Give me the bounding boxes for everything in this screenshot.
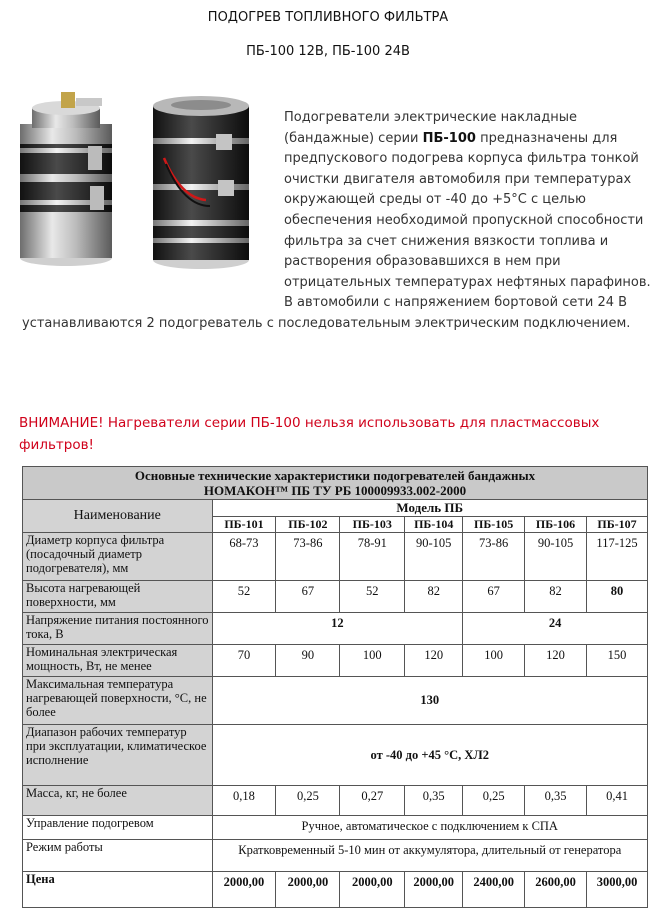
page-subtitle: ПБ-100 12В, ПБ-100 24В [246,44,410,59]
table-cell: 150 [587,645,648,677]
table-cell: 80 [587,581,648,613]
table-cell: 73-86 [276,533,340,581]
table-cell: 2000,00 [276,872,340,908]
table-cell: 67 [463,581,525,613]
table-cell: 67 [276,581,340,613]
model-column-header: ПБ-104 [405,517,463,533]
table-cell: 24 [463,613,648,645]
table-row [23,816,648,840]
table-row [23,533,648,581]
page-title: ПОДОГРЕВ ТОПЛИВНОГО ФИЛЬТРА [207,10,449,25]
model-column-header: ПБ-105 [463,517,525,533]
table-cell: 117-125 [587,533,648,581]
row-label: Управление подогревом [23,816,213,840]
series-name: ПБ-100 [422,130,476,146]
model-header: Модель ПБ [212,500,647,517]
row-label: Номинальная электрическая мощность, Вт, не менее [23,645,213,677]
model-column-header: ПБ-107 [587,517,648,533]
row-label: Диапазон рабочих температур при эксплуатации, климатическое исполнение [23,725,213,786]
table-row [23,645,648,677]
description-text: Подогреватели электрические накладные (бандажные) серии ПБ-100 предназначены для предпускового подогрева корпуса фильтра тонкой очистки двигателя автомобиля при температурах окружающей среды от -40 до +5°С с целью обеспечения необходимой пропускной способности фильтра за счет снижения вязкости топлива и растворения образовавшихся в нем при отрицательных температурах нефтяных парафинов. В автомобили с напряжением бортовой сети 24 В устанавливаются 2 подогреватель с последовательным электрическим подключением. [22,110,651,331]
table-row [23,786,648,816]
table-cell: от -40 до +45 °С, ХЛ2 [212,725,647,786]
table-row [23,840,648,872]
table-cell: 0,35 [405,786,463,816]
table-cell: 0,25 [463,786,525,816]
table-cell: 0,27 [340,786,405,816]
table-cell: Кратковременный 5-10 мин от аккумулятора, длительный от генератора [212,840,647,872]
table-cell: 70 [212,645,276,677]
row-label: Режим работы [23,840,213,872]
table-cell: 52 [212,581,276,613]
table-row [23,677,648,725]
table-cell: 82 [525,581,587,613]
table-cell: 90-105 [405,533,463,581]
table-row [23,872,648,908]
table-cell: 3000,00 [587,872,648,908]
table-row [23,613,648,645]
table-cell: 130 [212,677,647,725]
model-column-header: ПБ-101 [212,517,276,533]
warning-text: ВНИМАНИЕ! Нагреватели серии ПБ-100 нельзя использовать для пластмассовых фильтров! [19,415,600,453]
table-cell: 52 [340,581,405,613]
table-cell: 82 [405,581,463,613]
table-cell: 0,18 [212,786,276,816]
row-label: Напряжение питания постоянного тока, В [23,613,213,645]
table-cell: 12 [212,613,463,645]
row-label: Максимальная температура нагревающей поверхности, °С, не более [23,677,213,725]
model-column-header: ПБ-103 [340,517,405,533]
row-label: Цена [23,872,213,908]
table-cell: 2600,00 [525,872,587,908]
name-header: Наименование [23,500,213,533]
table-title: Основные технические характеристики подогревателей бандажных НОМАКОН™ ПБ ТУ РБ 100009933.002-2000 [23,467,648,500]
table-cell: Ручное, автоматическое с подключением к СПА [212,816,647,840]
table-row [23,581,648,613]
table-cell: 2000,00 [340,872,405,908]
table-cell: 0,35 [525,786,587,816]
table-cell: 120 [525,645,587,677]
table-cell: 2000,00 [212,872,276,908]
table-row [23,725,648,786]
table-cell: 120 [405,645,463,677]
table-cell: 0,25 [276,786,340,816]
row-label: Высота нагревающей поверхности, мм [23,581,213,613]
table-cell: 100 [340,645,405,677]
spec-table [22,466,648,908]
row-label: Диаметр корпуса фильтра (посадочный диаметр подогревателя), мм [23,533,213,581]
table-cell: 73-86 [463,533,525,581]
table-cell: 68-73 [212,533,276,581]
model-column-header: ПБ-102 [276,517,340,533]
table-cell: 100 [463,645,525,677]
table-cell: 90 [276,645,340,677]
table-cell: 90-105 [525,533,587,581]
table-cell: 2400,00 [463,872,525,908]
table-cell: 2000,00 [405,872,463,908]
row-label: Масса, кг, не более [23,786,213,816]
model-column-header: ПБ-106 [525,517,587,533]
table-cell: 0,41 [587,786,648,816]
table-cell: 78-91 [340,533,405,581]
